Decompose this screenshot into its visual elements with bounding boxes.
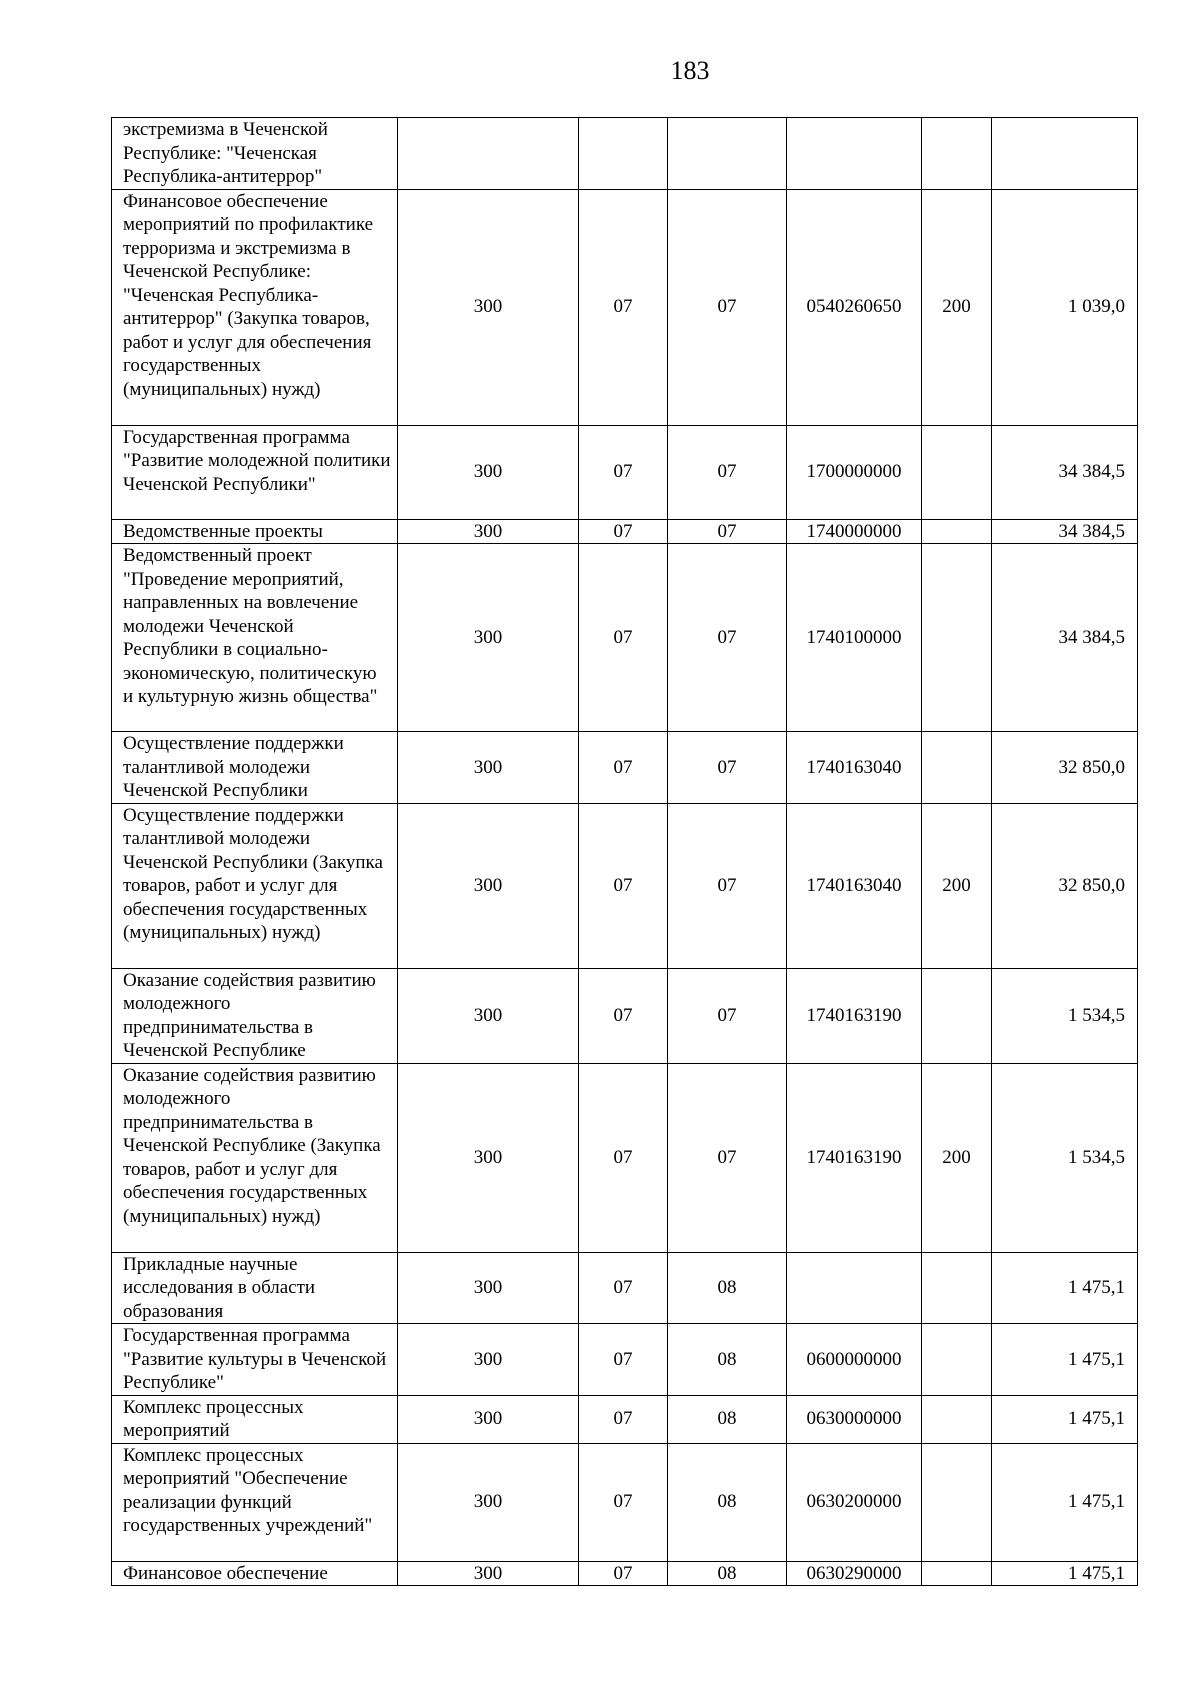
section-code [579,118,668,190]
amount [992,118,1138,190]
admin-code: 300 [398,1252,579,1324]
table-row [112,519,1138,544]
item-name: Государственная программа "Развитие культуры в Чеченской Республике" [112,1324,398,1396]
item-name: Комплекс процессных мероприятий [112,1395,398,1443]
expense-type-code [922,1395,992,1443]
target-code: 0630290000 [787,1561,922,1586]
expense-type-code [922,118,992,190]
expense-type-code [922,732,992,804]
subsection-code: 07 [668,519,787,544]
section-code: 07 [579,1252,668,1324]
amount: 1 475,1 [992,1561,1138,1586]
subsection-code: 07 [668,968,787,1063]
table-row [112,1395,1138,1443]
expense-type-code: 200 [922,189,992,425]
table-row [112,803,1138,968]
item-name: Осуществление поддержки талантливой молодежи Чеченской Республики [112,732,398,804]
target-code: 1740163040 [787,732,922,804]
table-row [112,1252,1138,1324]
item-name: Прикладные научные исследования в области образования [112,1252,398,1324]
table-row [112,425,1138,519]
subsection-code: 07 [668,544,787,732]
admin-code: 300 [398,1063,579,1252]
expense-type-code [922,968,992,1063]
section-code: 07 [579,1324,668,1396]
table-row [112,1063,1138,1252]
expense-type-code [922,519,992,544]
subsection-code: 08 [668,1395,787,1443]
amount: 34 384,5 [992,544,1138,732]
target-code: 1740163190 [787,968,922,1063]
budget-table [111,117,1138,1586]
amount: 32 850,0 [992,803,1138,968]
section-code: 07 [579,189,668,425]
admin-code: 300 [398,803,579,968]
admin-code: 300 [398,1443,579,1561]
section-code: 07 [579,1443,668,1561]
subsection-code: 07 [668,1063,787,1252]
subsection-code: 07 [668,803,787,968]
item-name: экстремизма в Чеченской Республике: "Чеченская Республика-антитеррор" [112,118,398,190]
item-name: Ведомственные проекты [112,519,398,544]
section-code: 07 [579,968,668,1063]
subsection-code: 08 [668,1561,787,1586]
expense-type-code [922,1252,992,1324]
amount: 34 384,5 [992,519,1138,544]
expense-type-code: 200 [922,1063,992,1252]
section-code: 07 [579,519,668,544]
page-number: 183 [670,56,710,85]
item-name: Финансовое обеспечение [112,1561,398,1586]
target-code: 1740163040 [787,803,922,968]
amount: 34 384,5 [992,425,1138,519]
target-code [787,118,922,190]
admin-code: 300 [398,189,579,425]
item-name: Оказание содействия развитию молодежного предпринимательства в Чеченской Республике (Закупка товаров, работ и услуг для обеспечения государственных (муниципальных) нужд) [112,1063,398,1252]
section-code: 07 [579,425,668,519]
table-row [112,1561,1138,1586]
amount: 1 475,1 [992,1252,1138,1324]
expense-type-code: 200 [922,803,992,968]
table-row [112,968,1138,1063]
subsection-code: 08 [668,1324,787,1396]
target-code: 1740000000 [787,519,922,544]
section-code: 07 [579,544,668,732]
expense-type-code [922,425,992,519]
admin-code: 300 [398,1561,579,1586]
target-code: 1740100000 [787,544,922,732]
item-name: Комплекс процессных мероприятий "Обеспечение реализации функций государственных учреждений" [112,1443,398,1561]
table-row [112,1324,1138,1396]
item-name: Финансовое обеспечение мероприятий по профилактике терроризма и экстремизма в Чеченской Республике: "Чеченская Республика-антитеррор" (Закупка товаров, работ и услуг для обеспечения государственных (муниципальных) нужд) [112,189,398,425]
section-code: 07 [579,803,668,968]
target-code: 1700000000 [787,425,922,519]
target-code [787,1252,922,1324]
table-row [112,1443,1138,1561]
admin-code: 300 [398,968,579,1063]
subsection-code: 07 [668,425,787,519]
item-name: Осуществление поддержки талантливой молодежи Чеченской Республики (Закупка товаров, работ и услуг для обеспечения государственных (муниципальных) нужд) [112,803,398,968]
amount: 1 475,1 [992,1324,1138,1396]
amount: 1 475,1 [992,1395,1138,1443]
section-code: 07 [579,1561,668,1586]
section-code: 07 [579,1395,668,1443]
target-code: 1740163190 [787,1063,922,1252]
admin-code: 300 [398,1395,579,1443]
target-code: 0630200000 [787,1443,922,1561]
admin-code: 300 [398,519,579,544]
table-row [112,732,1138,804]
section-code: 07 [579,732,668,804]
table-row [112,118,1138,190]
expense-type-code [922,1443,992,1561]
admin-code [398,118,579,190]
expense-type-code [922,544,992,732]
expense-type-code [922,1324,992,1396]
subsection-code: 08 [668,1252,787,1324]
expense-type-code [922,1561,992,1586]
admin-code: 300 [398,1324,579,1396]
target-code: 0630000000 [787,1395,922,1443]
subsection-code [668,118,787,190]
section-code: 07 [579,1063,668,1252]
admin-code: 300 [398,544,579,732]
amount: 1 039,0 [992,189,1138,425]
item-name: Государственная программа "Развитие молодежной политики Чеченской Республики" [112,425,398,519]
table-row [112,189,1138,425]
subsection-code: 07 [668,732,787,804]
amount: 1 534,5 [992,1063,1138,1252]
amount: 32 850,0 [992,732,1138,804]
subsection-code: 08 [668,1443,787,1561]
admin-code: 300 [398,425,579,519]
item-name: Ведомственный проект "Проведение мероприятий, направленных на вовлечение молодежи Чеченской Республики в социально-экономическую, политическую и культурную жизнь общества" [112,544,398,732]
target-code: 0600000000 [787,1324,922,1396]
target-code: 0540260650 [787,189,922,425]
table-row [112,544,1138,732]
item-name: Оказание содействия развитию молодежного предпринимательства в Чеченской Республике [112,968,398,1063]
amount: 1 534,5 [992,968,1138,1063]
subsection-code: 07 [668,189,787,425]
admin-code: 300 [398,732,579,804]
amount: 1 475,1 [992,1443,1138,1561]
